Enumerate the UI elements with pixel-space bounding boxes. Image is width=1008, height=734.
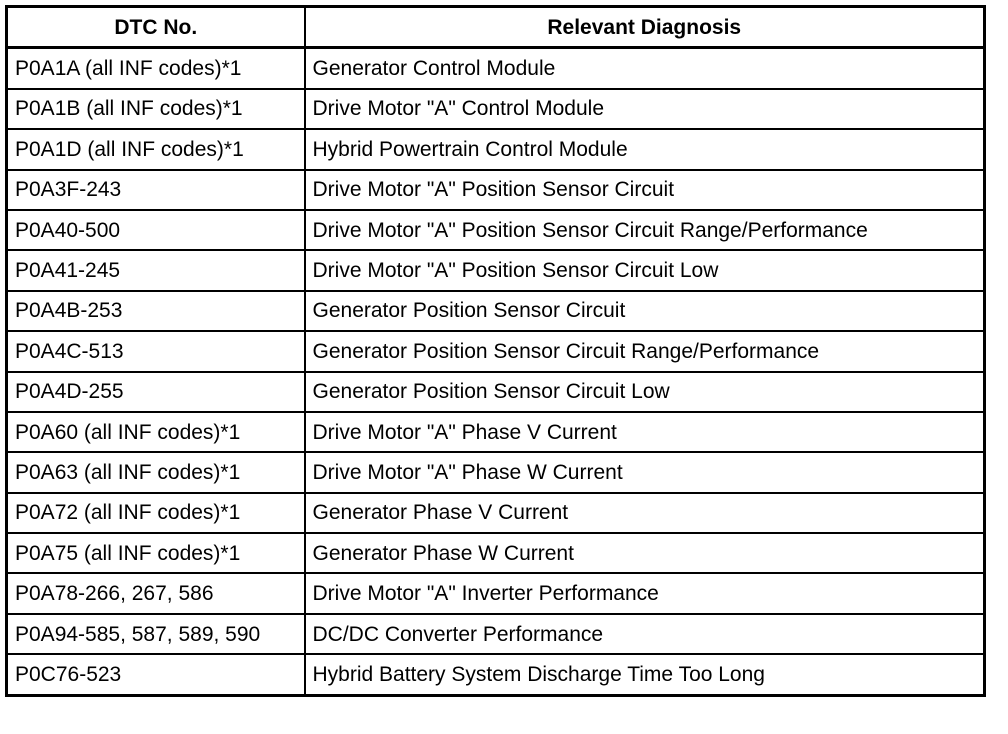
dtc-code-cell: P0A4B-253 [7,291,305,331]
table-row [7,493,985,533]
dtc-code-cell: P0A63 (all INF codes)*1 [7,452,305,492]
table-row [7,533,985,573]
diagnosis-cell: Generator Position Sensor Circuit [305,291,985,331]
diagnosis-cell: Generator Position Sensor Circuit Range/Performance [305,331,985,371]
dtc-code-cell: P0A4D-255 [7,372,305,412]
table-row [7,250,985,290]
dtc-code-cell: P0A1D (all INF codes)*1 [7,129,305,169]
diagnosis-cell: Drive Motor "A" Position Sensor Circuit Low [305,250,985,290]
diagnosis-cell: Drive Motor "A" Phase W Current [305,452,985,492]
relevant-diagnosis-header: Relevant Diagnosis [305,7,985,48]
table-row [7,614,985,654]
dtc-code-cell: P0A40-500 [7,210,305,250]
table-row [7,89,985,129]
table-body [7,48,985,695]
table-row [7,210,985,250]
dtc-code-cell: P0A3F-243 [7,170,305,210]
table-row [7,452,985,492]
table-row [7,129,985,169]
diagnosis-cell: Hybrid Powertrain Control Module [305,129,985,169]
diagnosis-cell: Hybrid Battery System Discharge Time Too Long [305,654,985,695]
dtc-code-cell: P0A78-266, 267, 586 [7,573,305,613]
diagnosis-cell: DC/DC Converter Performance [305,614,985,654]
diagnosis-cell: Generator Phase W Current [305,533,985,573]
dtc-code-cell: P0A4C-513 [7,331,305,371]
dtc-code-cell: P0A1A (all INF codes)*1 [7,48,305,89]
dtc-code-cell: P0C76-523 [7,654,305,695]
table-row [7,291,985,331]
diagnosis-cell: Drive Motor "A" Position Sensor Circuit Range/Performance [305,210,985,250]
dtc-code-cell: P0A41-245 [7,250,305,290]
diagnosis-cell: Drive Motor "A" Phase V Current [305,412,985,452]
table-row [7,412,985,452]
dtc-no-header: DTC No. [7,7,305,48]
diagnosis-cell: Generator Control Module [305,48,985,89]
dtc-code-cell: P0A60 (all INF codes)*1 [7,412,305,452]
dtc-diagnosis-table [5,5,986,697]
dtc-code-cell: P0A75 (all INF codes)*1 [7,533,305,573]
table-row [7,170,985,210]
table-row [7,372,985,412]
dtc-code-cell: P0A94-585, 587, 589, 590 [7,614,305,654]
table-row [7,654,985,695]
diagnosis-cell: Drive Motor "A" Control Module [305,89,985,129]
table-row [7,331,985,371]
diagnosis-cell: Generator Position Sensor Circuit Low [305,372,985,412]
table-row [7,573,985,613]
table-row [7,48,985,89]
dtc-code-cell: P0A72 (all INF codes)*1 [7,493,305,533]
dtc-code-cell: P0A1B (all INF codes)*1 [7,89,305,129]
table-header-row [7,7,985,48]
diagnosis-cell: Generator Phase V Current [305,493,985,533]
diagnosis-cell: Drive Motor "A" Position Sensor Circuit [305,170,985,210]
diagnosis-cell: Drive Motor "A" Inverter Performance [305,573,985,613]
